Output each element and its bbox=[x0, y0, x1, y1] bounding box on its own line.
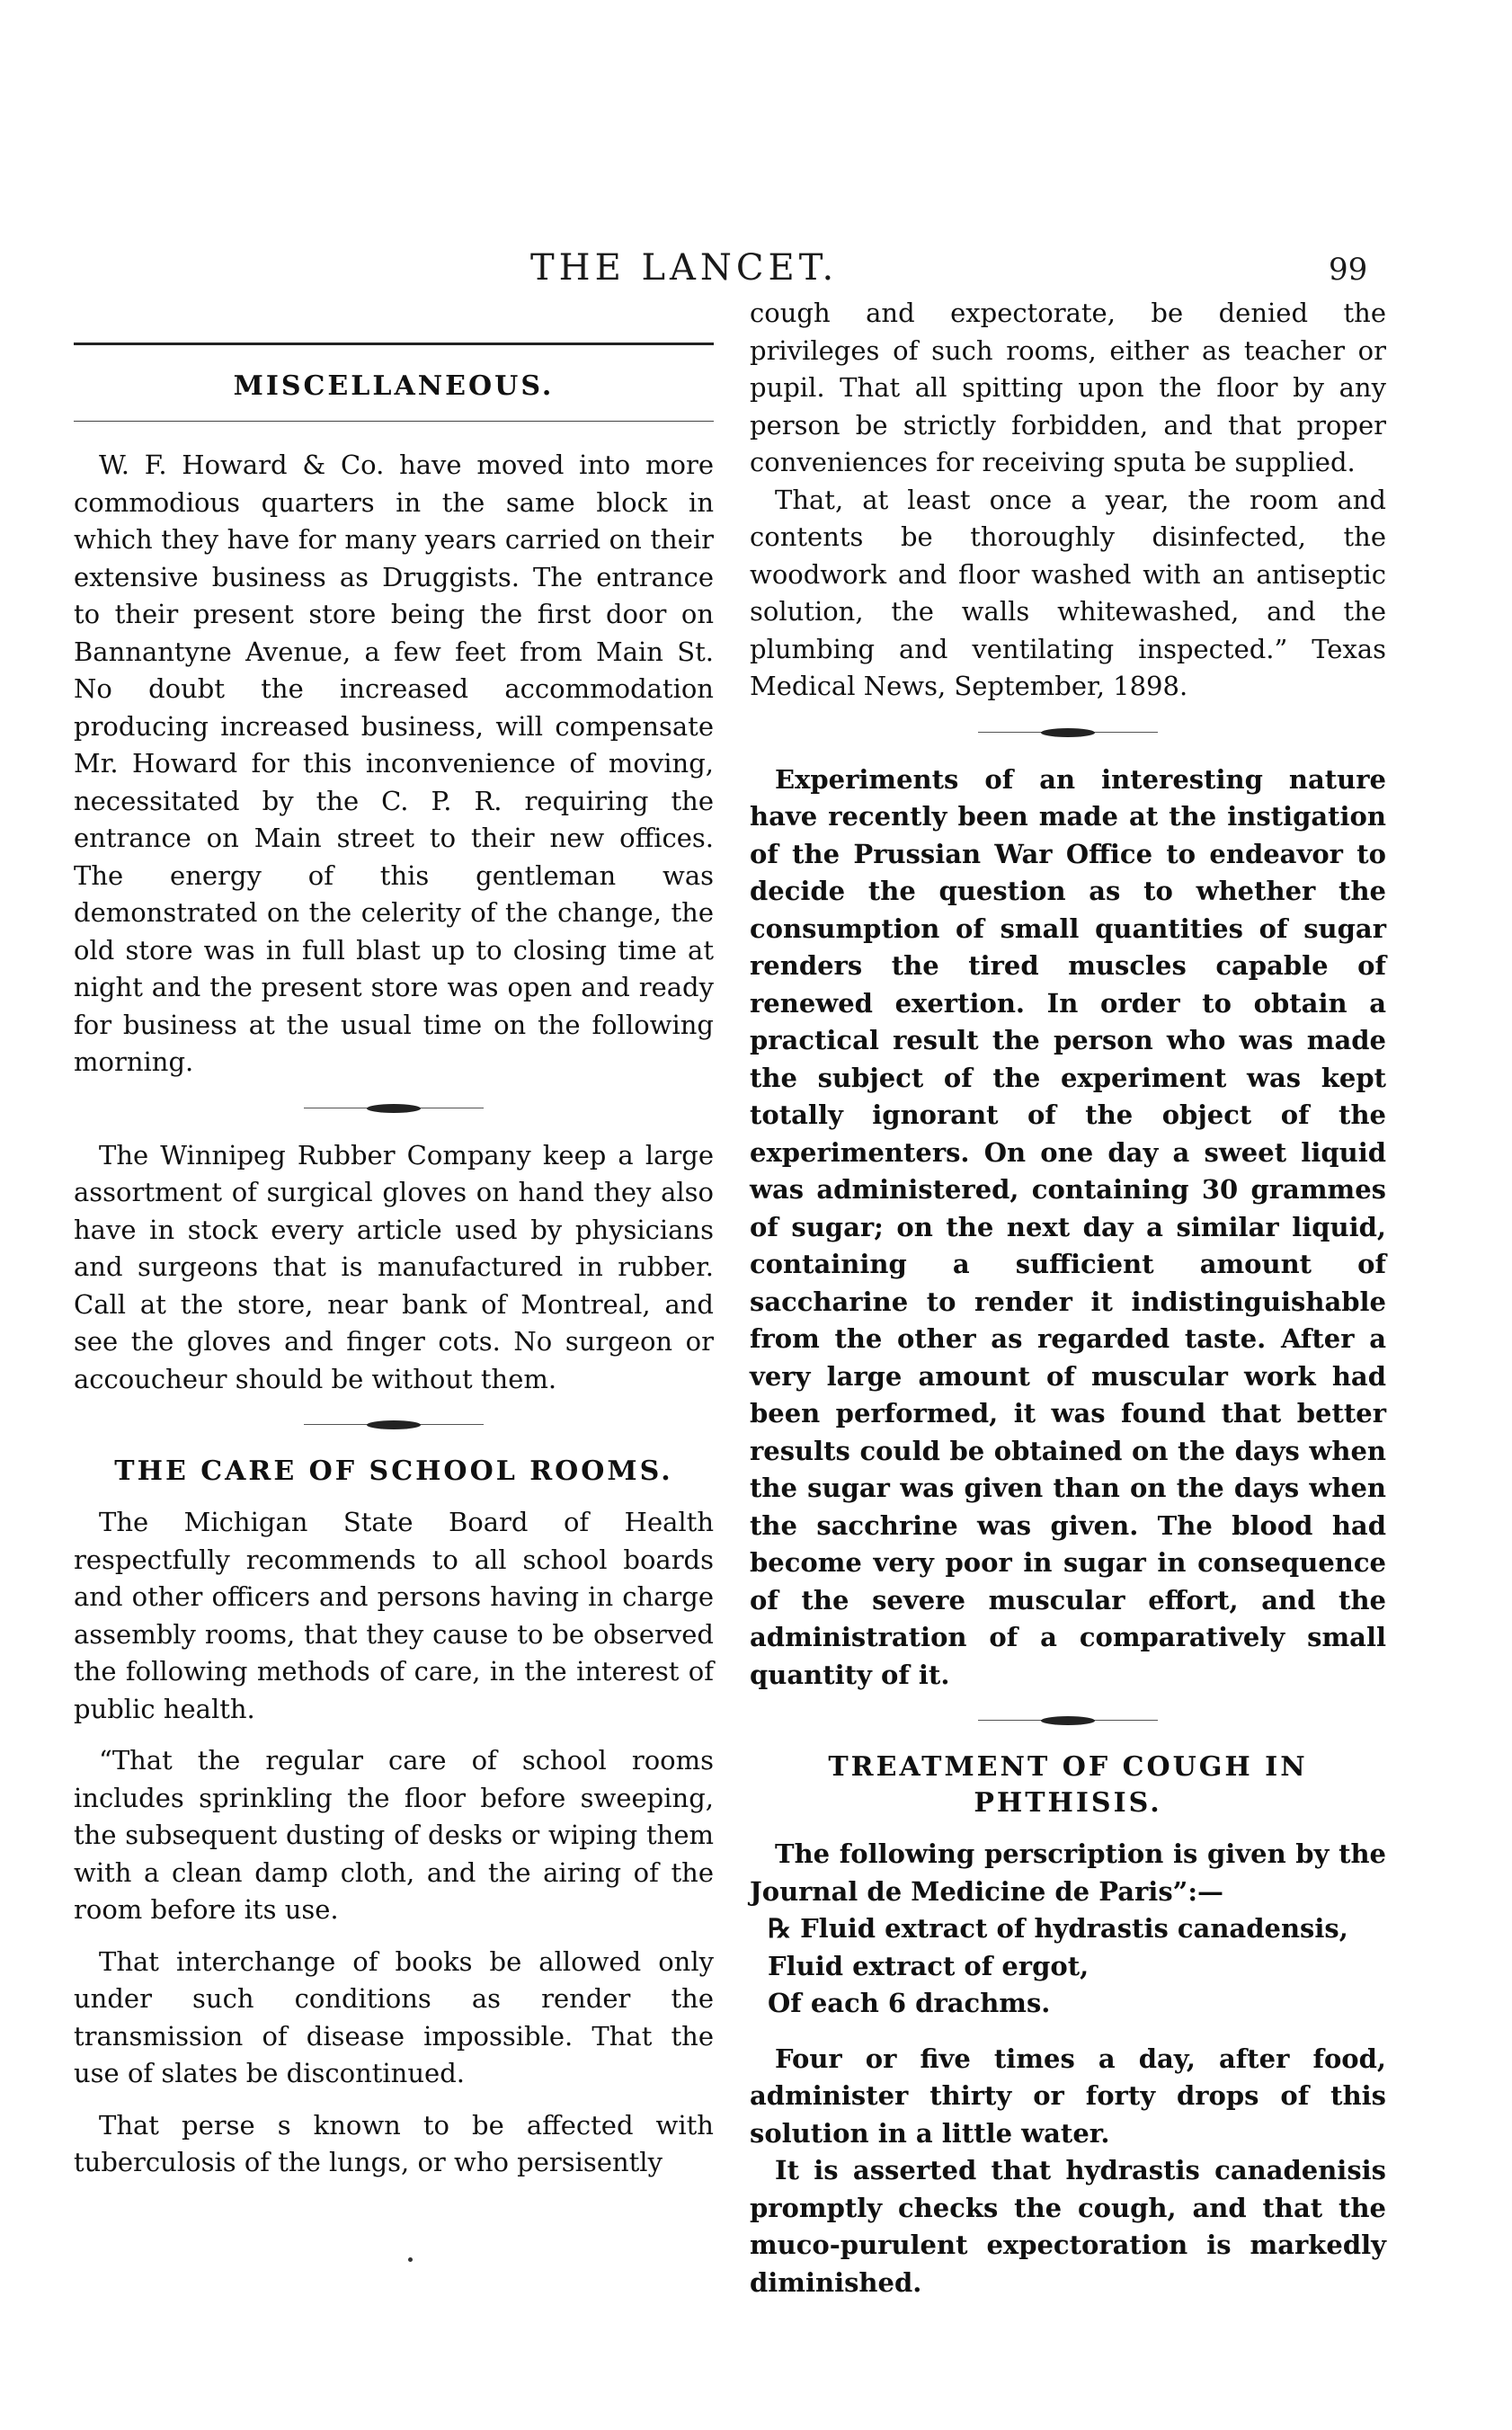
prescription-line: ℞ Fluid extract of hydrastis canadensis, bbox=[768, 1913, 1348, 1944]
treatment-heading-line1: TREATMENT OF COUGH IN bbox=[828, 1751, 1308, 1783]
miscellaneous-heading: MISCELLANEOUS. bbox=[233, 370, 555, 402]
right-column bbox=[750, 295, 1386, 2301]
section-ornament bbox=[304, 1099, 484, 1117]
closing-paragraph: It is asserted that hydrastis canadenisis promptly checks the cough, and that the muco-purulent expectoration is markedly diminished. bbox=[750, 2155, 1386, 2298]
treatment-heading bbox=[750, 1749, 1386, 1821]
school-rooms-paragraph: The Michigan State Board of Health respectfully recommends to all school boards and other officers and persons having in charge assembly rooms, that they cause to be observed the following methods of care, in the interest of public health. bbox=[74, 1507, 714, 1724]
school-rooms-paragraph: That interchange of books be allowed only under such conditions as render the transmission of disease impossible. That the use of slates be discontinued. bbox=[74, 1945, 714, 2088]
disinfection-paragraph: That, at least once a year, the room and contents be thoroughly disinfected, the woodwork and floor washed with an antiseptic solution, the walls whitewashed, and the plumbing and ventilating inspected.” Texas Medical News, September, 1898. bbox=[750, 484, 1386, 701]
heading-rule-bottom bbox=[74, 421, 714, 422]
school-rooms-heading: THE CARE OF SCHOOL ROOMS. bbox=[114, 1455, 673, 1487]
howard-paragraph: W. F. Howard & Co. have moved into more commodious quarters in the same block in which they have for many years carried on their extensive business as Druggists. The entrance to their present store being the first door on Bannantyne Avenue, a few feet from Main St. No doubt the increased accommodation producing increased business, will compensate Mr. Howard for this inconvenience of moving, necessitated by the C. P. R. requiring the entrance on Main street to their new offices. The energy of this gentleman was demonstrated on the celerity of the change, the old store was in full blast up to closing time at night and the present store was open and ready for business at the usual time on the following morning. bbox=[74, 450, 714, 1077]
heading-rule-top bbox=[74, 343, 714, 345]
rubber-company-paragraph: The Winnipeg Rubber Company keep a large assortment of surgical gloves on hand they also have in stock every article used by physicians and surgeons that is manufactured in rubber. Call at the store, near bank of Montreal, and see the gloves and finger cots. No surgeon or accoucheur should be without them. bbox=[74, 1139, 714, 1394]
running-title: THE LANCET. bbox=[530, 247, 839, 289]
left-column bbox=[74, 337, 714, 2182]
treatment-intro: The following perscription is given by the Journal de Medicine de Paris”:— bbox=[750, 1838, 1386, 1907]
treatment-heading-line2: PHTHISIS. bbox=[974, 1787, 1162, 1819]
school-rooms-paragraph: That perse s known to be affected with tuberculosis of the lungs, or who persisently bbox=[74, 2109, 714, 2177]
section-ornament bbox=[304, 1416, 484, 1434]
stray-ink-mark bbox=[408, 2257, 413, 2262]
school-rooms-continuation: cough and expectorate, be denied the privileges of such rooms, either as teacher or pupil. That all spitting upon the floor by any person be strictly forbidden, and that proper conveniences for receiving sputa be supplied. bbox=[750, 298, 1386, 477]
dosage-paragraph: Four or five times a day, after food, administer thirty or forty drops of this solution in a little water. bbox=[750, 2043, 1386, 2149]
page-number: 99 bbox=[1329, 252, 1368, 288]
section-ornament bbox=[978, 724, 1158, 742]
prescription-line: Of each 6 drachms. bbox=[768, 1988, 1051, 2018]
prescription-line: Fluid extract of ergot, bbox=[768, 1950, 1090, 1981]
section-ornament bbox=[978, 1712, 1158, 1730]
school-rooms-paragraph: “That the regular care of school rooms includes sprinkling the floor before sweeping, the subsequent dusting of desks or wiping them with a clean damp cloth, and the airing of the room before its use. bbox=[74, 1745, 714, 1925]
sugar-experiment-paragraph: Experiments of an interesting nature have recently been made at the instigation of the Prussian War Office to endeavor to decide the question as to whether the consumption of small quantities of sugar renders the tired muscles capable of renewed exertion. In order to obtain a practical result the person who was made the subject of the experiment was kept totally ignorant of the object of the experimenters. On one day a sweet liquid was administered, containing 30 grammes of sugar; on the next day a similar liquid, containing a sufficient amount of saccharine to render it indistinguishable from the other as regarded taste. After a very large amount of muscular work had been performed, it was found that better results could be obtained on the days when the sugar was given than on the days when the sacchrine was given. The blood had become very poor in sugar in consequence of the severe muscular effort, and the administration of a comparatively small quantity of it. bbox=[750, 763, 1386, 1690]
